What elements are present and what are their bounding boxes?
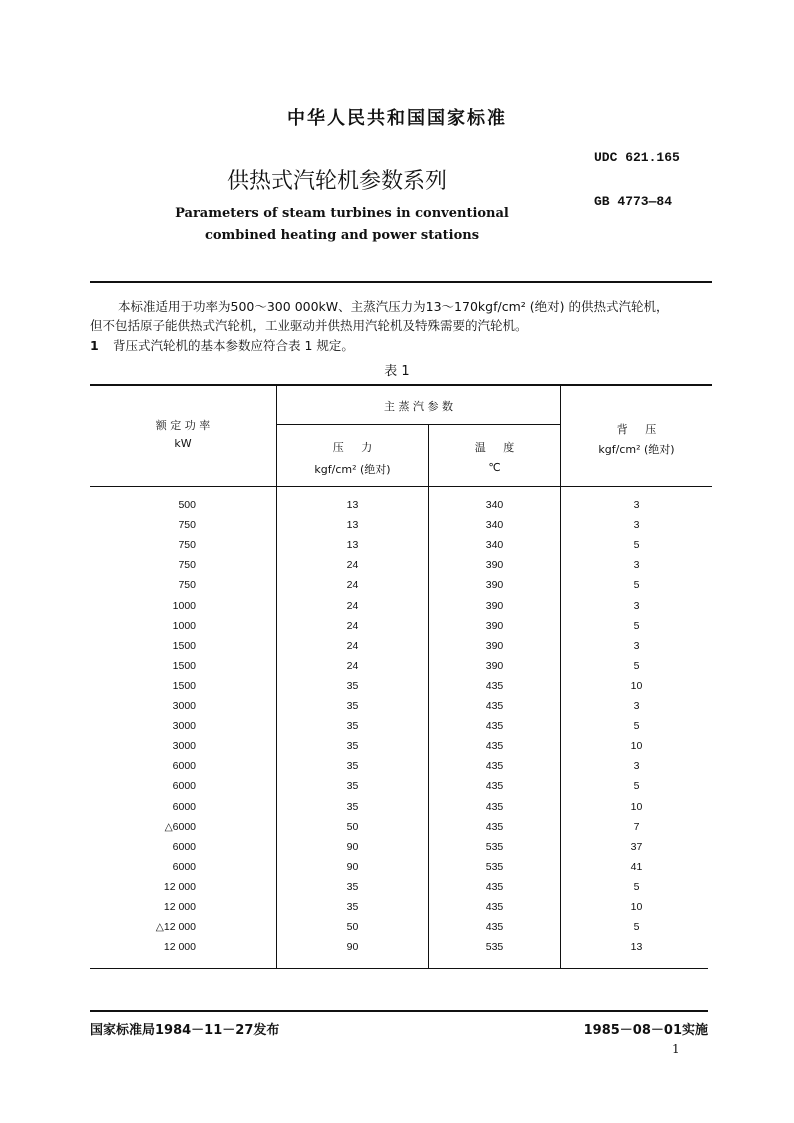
cell-back: 3: [633, 639, 640, 652]
cell-pressure: 90: [346, 840, 359, 853]
cell-temp: 435: [485, 921, 504, 934]
cell-pressure: 13: [346, 539, 359, 552]
effective-date: 1985－08－01实施: [583, 1023, 708, 1038]
cell-power: 750: [178, 579, 196, 592]
cell-back: 3: [633, 760, 640, 773]
national-standard-heading: 中华人民共和国国家标准: [287, 108, 507, 129]
rated-power-label: 额 定 功 率: [155, 419, 211, 432]
cell-power: 1000: [172, 619, 196, 632]
cell-back: 5: [633, 921, 640, 934]
cell-temp: 340: [485, 519, 504, 532]
cell-power: 6000: [172, 800, 196, 813]
cell-power: 6000: [172, 780, 196, 793]
table-top-rule: [90, 384, 712, 386]
table-bottom-rule: [90, 968, 708, 969]
cell-power: 750: [178, 519, 196, 532]
cell-pressure: 24: [346, 659, 359, 672]
pressure-unit: kgf/cm² (绝对): [314, 463, 391, 476]
cell-back: 37: [630, 840, 643, 853]
cell-pressure: 35: [346, 780, 359, 793]
cell-back: 41: [630, 860, 643, 873]
cell-power: 12 000: [163, 941, 196, 954]
cell-power: △12 000: [155, 921, 196, 934]
cell-pressure: 35: [346, 901, 359, 913]
cell-back: 7: [633, 820, 640, 833]
cell-temp: 435: [485, 780, 504, 793]
cell-pressure: 90: [346, 860, 359, 873]
cell-power: 3000: [172, 720, 196, 733]
cell-back: 3: [633, 700, 640, 712]
cell-temp: 435: [485, 901, 504, 913]
cell-back: 3: [633, 599, 640, 612]
clause-1-number: 1: [90, 338, 99, 353]
back-pressure-label: 背 压: [616, 423, 657, 436]
cell-power: 6000: [172, 760, 196, 773]
cell-pressure: 50: [346, 921, 359, 934]
footer-rule: [90, 1010, 708, 1012]
scope-line-1: 本标准适用于功率为500～300 000kW、主蒸汽压力为13～170kgf/cm² (绝对) 的供热式汽轮机，: [118, 299, 669, 314]
cell-back: 5: [633, 880, 640, 893]
page-number: 1: [672, 1042, 680, 1056]
cell-temp: 535: [485, 860, 504, 873]
temperature-unit: ℃: [488, 461, 501, 474]
clause-1-text: 背压式汽轮机的基本参数应符合表 1 规定。: [113, 338, 354, 353]
cell-power: 3000: [172, 700, 196, 712]
cell-pressure: 13: [346, 499, 359, 511]
cell-pressure: 24: [346, 599, 359, 612]
table-caption: 表 1: [384, 364, 410, 379]
cell-back: 3: [633, 499, 640, 511]
cell-power: 1500: [172, 639, 196, 652]
cell-back: 3: [633, 559, 640, 572]
cell-power: 750: [178, 559, 196, 572]
cell-power: 1500: [172, 679, 196, 692]
back-pressure-unit: kgf/cm² (绝对): [598, 443, 675, 456]
cell-temp: 390: [485, 599, 504, 612]
cell-temp: 435: [485, 700, 504, 712]
title-en-line2: combined heating and power stations: [204, 228, 480, 243]
cell-pressure: 24: [346, 559, 359, 572]
cell-pressure: 35: [346, 740, 359, 753]
cell-pressure: 35: [346, 679, 359, 692]
header-rule: [90, 281, 712, 283]
issue-date: 国家标准局1984－11－27发布: [90, 1023, 280, 1038]
udc-code: UDC 621.165: [594, 150, 680, 165]
cell-pressure: 24: [346, 579, 359, 592]
cell-temp: 435: [485, 880, 504, 893]
cell-temp: 535: [485, 941, 504, 954]
cell-pressure: 24: [346, 639, 359, 652]
cell-temp: 435: [485, 760, 504, 773]
cell-temp: 435: [485, 720, 504, 733]
cell-temp: 390: [485, 659, 504, 672]
pressure-label: 压 力: [332, 441, 373, 454]
cell-back: 10: [630, 800, 643, 813]
cell-back: 5: [633, 579, 640, 592]
cell-power: 12 000: [163, 901, 196, 913]
temperature-label: 温 度: [474, 441, 515, 454]
header-back-pressure: [561, 421, 712, 457]
cell-pressure: 35: [346, 880, 359, 893]
cell-pressure: 90: [346, 941, 359, 954]
cell-temp: 340: [485, 499, 504, 511]
cell-temp: 390: [485, 639, 504, 652]
header-main-steam: 主 蒸 汽 参 数: [384, 400, 453, 413]
cell-back: 5: [633, 659, 640, 672]
cell-temp: 435: [485, 800, 504, 813]
cell-temp: 435: [485, 679, 504, 692]
document-title-cn: 供热式汽轮机参数系列: [226, 169, 447, 194]
header-rated-power: [90, 417, 276, 450]
cell-back: 5: [633, 780, 640, 793]
cell-temp: 435: [485, 820, 504, 833]
cell-pressure: 35: [346, 800, 359, 813]
table-header-bottom-rule: [90, 486, 712, 487]
cell-temp: 390: [485, 619, 504, 632]
cell-temp: 390: [485, 559, 504, 572]
gb-number: GB 4773—84: [594, 194, 673, 209]
cell-pressure: 35: [346, 700, 359, 712]
cell-power: 12 000: [163, 880, 196, 893]
cell-back: 10: [630, 740, 643, 753]
cell-back: 5: [633, 539, 640, 552]
cell-back: 5: [633, 619, 640, 632]
cell-temp: 390: [485, 579, 504, 592]
scope-line-2: 但不包括原子能供热式汽轮机，工业驱动并供热用汽轮机及特殊需要的汽轮机。: [90, 318, 528, 333]
rated-power-unit: kW: [174, 437, 192, 450]
cell-temp: 340: [485, 539, 504, 552]
cell-back: 10: [630, 679, 643, 692]
cell-power: 750: [178, 539, 196, 552]
cell-pressure: 35: [346, 720, 359, 733]
cell-power: 1500: [172, 659, 196, 672]
cell-back: 10: [630, 901, 643, 913]
cell-power: 6000: [172, 840, 196, 853]
cell-pressure: 13: [346, 519, 359, 532]
title-en-line1: Parameters of steam turbines in conventional: [175, 206, 509, 221]
cell-temp: 535: [485, 840, 504, 853]
cell-power: △6000: [164, 820, 196, 833]
cell-power: 3000: [172, 740, 196, 753]
header-pressure: [277, 439, 428, 477]
cell-back: 13: [630, 941, 643, 954]
cell-back: 5: [633, 720, 640, 733]
header-temperature: [429, 439, 560, 474]
document-title-en: [150, 203, 534, 247]
cell-power: 6000: [172, 860, 196, 873]
cell-pressure: 24: [346, 619, 359, 632]
cell-power: 1000: [172, 599, 196, 612]
cell-power: 500: [178, 499, 196, 511]
main-steam-rule: [277, 424, 561, 425]
cell-temp: 435: [485, 740, 504, 753]
cell-pressure: 50: [346, 820, 359, 833]
cell-back: 3: [633, 519, 640, 532]
cell-pressure: 35: [346, 760, 359, 773]
